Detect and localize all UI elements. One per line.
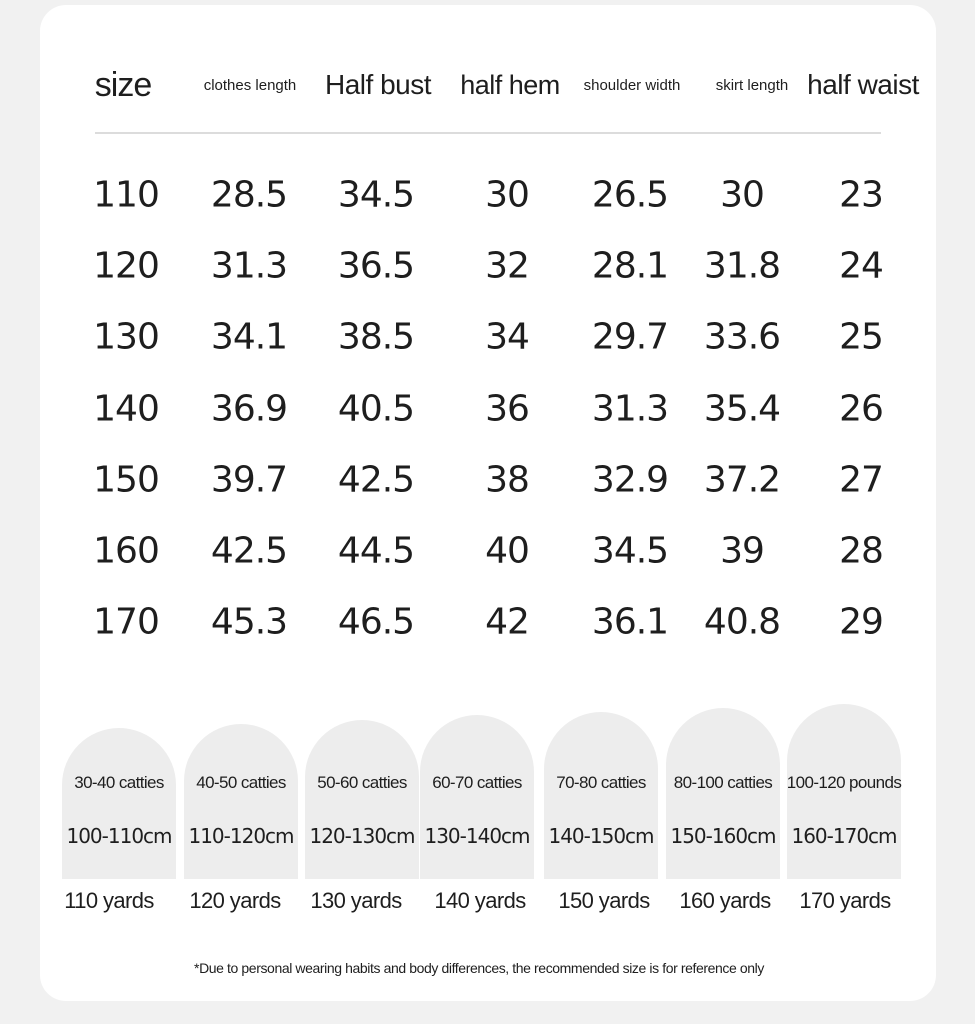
size-recommendation-arch <box>787 705 901 879</box>
table-cell: 31.8 <box>703 245 781 287</box>
table-cell: 38.5 <box>337 316 415 358</box>
height-range: 140-150cm <box>548 824 654 848</box>
table-cell: 34.5 <box>337 174 415 216</box>
table-cell: 40.5 <box>337 388 415 430</box>
size-recommendation-arch <box>184 705 298 879</box>
table-cell: 35.4 <box>703 388 781 430</box>
table-cell: 34.1 <box>210 316 288 358</box>
table-cell: 40.8 <box>703 601 781 643</box>
height-range: 120-130cm <box>309 824 415 848</box>
size-cell: 130 <box>93 316 159 358</box>
table-cell: 46.5 <box>337 601 415 643</box>
table-cell: 24 <box>839 245 883 287</box>
table-cell: 32 <box>485 245 529 287</box>
size-cell: 140 <box>93 388 159 430</box>
table-cell: 31.3 <box>210 245 288 287</box>
disclaimer-note: *Due to personal wearing habits and body differences, the recommended size is for reference only <box>194 960 764 976</box>
table-cell: 29 <box>839 601 883 643</box>
table-cell: 26 <box>839 388 883 430</box>
table-cell: 27 <box>839 459 883 501</box>
arch-shape <box>62 728 176 879</box>
table-cell: 36 <box>485 388 529 430</box>
recommended-size-label: 130 yards <box>310 888 402 913</box>
table-cell: 30 <box>485 174 529 216</box>
header-half-waist: half waist <box>807 69 919 100</box>
recommended-size-label: 110 yards <box>64 888 154 913</box>
table-cell: 36.5 <box>337 245 415 287</box>
table-cell: 26.5 <box>591 174 669 216</box>
size-cell: 160 <box>93 530 159 572</box>
table-cell: 36.9 <box>210 388 288 430</box>
table-cell: 34.5 <box>591 530 669 572</box>
weight-range: 80-100 catties <box>673 773 773 792</box>
table-cell: 38 <box>485 459 529 501</box>
size-cell: 120 <box>93 245 159 287</box>
table-cell: 36.1 <box>591 601 669 643</box>
header-shoulder-width: shoulder width <box>583 76 681 94</box>
table-cell: 42.5 <box>210 530 288 572</box>
header-half-hem: half hem <box>460 69 560 100</box>
table-cell: 34 <box>485 316 529 358</box>
table-cell: 37.2 <box>703 459 781 501</box>
table-cell: 23 <box>839 174 883 216</box>
arch-shape <box>544 712 658 879</box>
weight-range: 50-60 catties <box>317 773 407 792</box>
recommended-size-label: 150 yards <box>558 888 650 913</box>
header-half-bust: Half bust <box>325 69 431 100</box>
table-cell: 45.3 <box>210 601 288 643</box>
table-cell: 31.3 <box>591 388 669 430</box>
size-recommendation-arch <box>544 705 658 879</box>
header-skirt-length: skirt length <box>715 76 789 94</box>
recommended-size-label: 120 yards <box>189 888 281 913</box>
weight-range: 60-70 catties <box>432 773 522 792</box>
table-cell: 29.7 <box>591 316 669 358</box>
size-cell: 150 <box>93 459 159 501</box>
height-range: 110-120cm <box>188 824 294 848</box>
height-range: 130-140cm <box>424 824 530 848</box>
table-cell: 44.5 <box>337 530 415 572</box>
header-clothes-length: clothes length <box>203 76 297 94</box>
arch-shape <box>305 720 419 879</box>
table-cell: 28.1 <box>591 245 669 287</box>
table-cell: 30 <box>720 174 764 216</box>
table-cell: 32.9 <box>591 459 669 501</box>
table-cell: 39 <box>720 530 764 572</box>
table-cell: 28.5 <box>210 174 288 216</box>
height-range: 150-160cm <box>670 824 776 848</box>
arch-shape <box>666 708 780 879</box>
recommended-size-label: 140 yards <box>434 888 526 913</box>
recommended-size-label: 160 yards <box>679 888 771 913</box>
table-cell: 25 <box>839 316 883 358</box>
size-recommendation-arch <box>666 705 780 879</box>
size-cell: 110 <box>93 174 159 216</box>
table-cell: 40 <box>485 530 529 572</box>
size-recommendation-arch <box>420 705 534 879</box>
header-divider <box>95 132 881 134</box>
weight-range: 30-40 catties <box>74 773 164 792</box>
size-recommendation-arch <box>62 705 176 879</box>
header-size: size <box>94 65 152 104</box>
height-range: 100-110cm <box>66 824 172 848</box>
recommended-size-label: 170 yards <box>799 888 891 913</box>
table-cell: 42 <box>485 601 529 643</box>
height-range: 160-170cm <box>791 824 897 848</box>
weight-range: 40-50 catties <box>196 773 286 792</box>
weight-range: 100-120 pounds <box>786 773 902 792</box>
arch-shape <box>184 724 298 879</box>
table-cell: 33.6 <box>703 316 781 358</box>
arch-shape <box>420 715 534 879</box>
table-cell: 39.7 <box>210 459 288 501</box>
weight-range: 70-80 catties <box>556 773 646 792</box>
size-recommendation-arch <box>305 705 419 879</box>
table-cell: 28 <box>839 530 883 572</box>
size-cell: 170 <box>93 601 159 643</box>
table-cell: 42.5 <box>337 459 415 501</box>
